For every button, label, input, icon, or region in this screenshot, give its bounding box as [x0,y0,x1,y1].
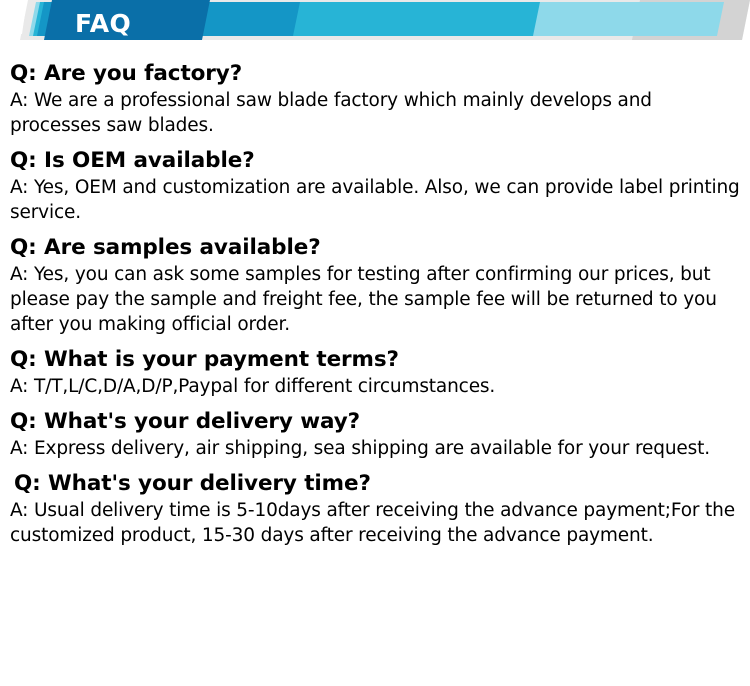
faq-answer: A: We are a professional saw blade factory which mainly develops and processes saw blades. [10,90,652,136]
banner-title: FAQ [75,9,132,38]
faq-question: Q: What is your payment terms? [10,347,399,372]
faq-item [10,346,740,399]
faq-answer: A: Usual delivery time is 5-10days after receiving the advance payment;For the customized product, 15-30 days after receiving the advance payment. [10,500,735,546]
faq-item [10,60,740,138]
faq-item [10,408,740,461]
faq-banner [0,0,750,52]
faq-item [10,470,740,548]
faq-answer: A: T/T,L/C,D/A,D/P,Paypal for different circumstances. [10,376,496,397]
faq-answer: A: Express delivery, air shipping, sea shipping are available for your request. [10,438,710,459]
faq-answer: A: Yes, you can ask some samples for testing after confirming our prices, but please pay the sample and freight fee, the sample fee will be returned to you after you making official order. [10,264,717,335]
faq-question: Q: Is OEM available? [10,148,255,173]
faq-item [10,147,740,225]
faq-question: Q: Are samples available? [10,235,321,260]
faq-question: Q: What's your delivery time? [14,471,371,496]
faq-item [10,234,740,337]
faq-answer: A: Yes, OEM and customization are available. Also, we can provide label printing service. [10,177,740,223]
faq-list [0,52,750,548]
faq-question: Q: Are you factory? [10,61,243,86]
faq-question: Q: What's your delivery way? [10,409,361,434]
